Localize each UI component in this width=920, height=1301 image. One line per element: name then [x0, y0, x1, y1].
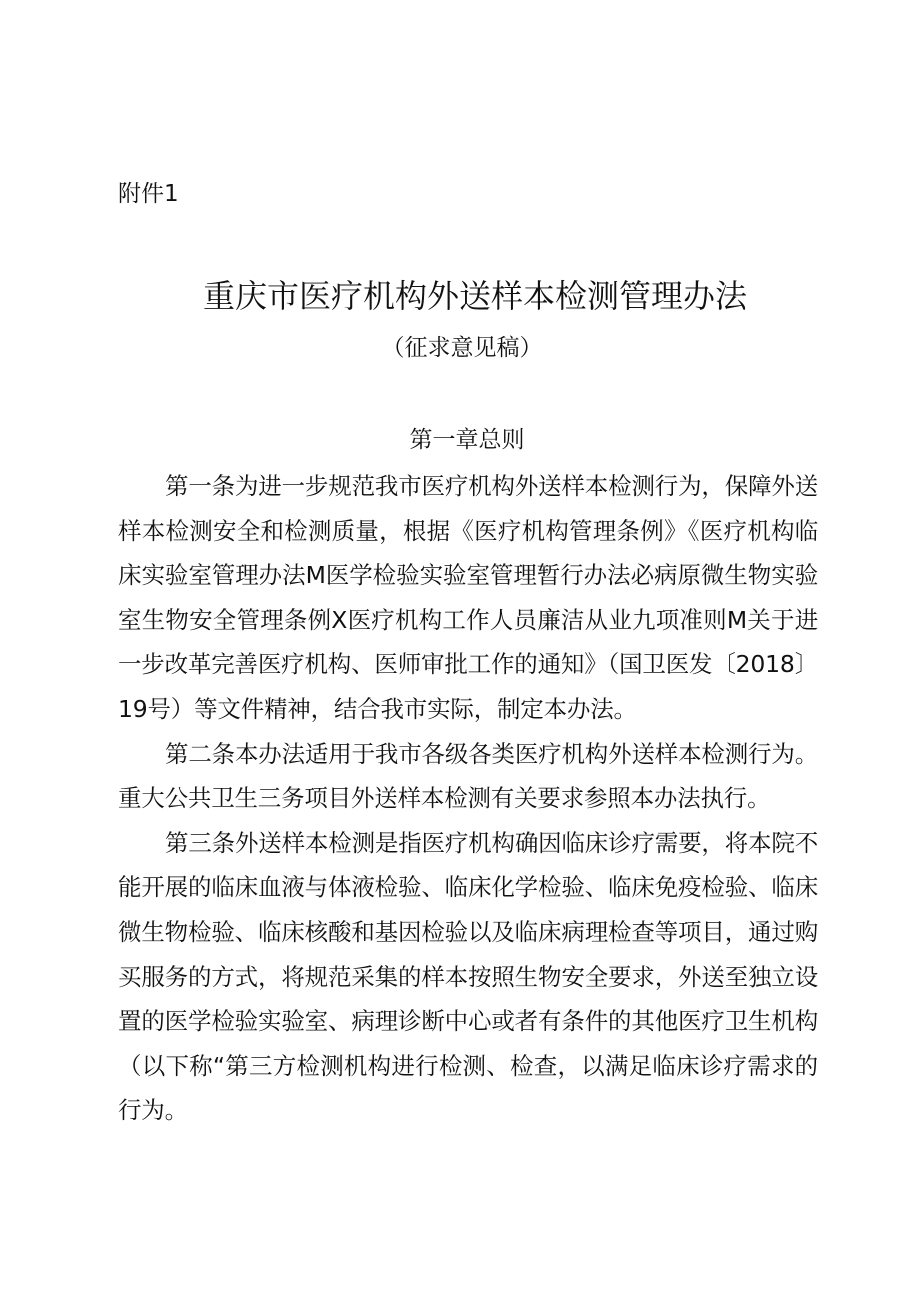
- article-1-paragraph: 第一条为进一步规范我市医疗机构外送样本检测行为，保障外送样本检测安全和检测质量，根据《医疗机构管理条例》《医疗机构临床实验室管理办法M医学检验实验室管理暂行办法必病原微生物实验室生物安全管理条例X医疗机构工作人员廉洁从业九项准则M关于进一步改革完善医疗机构、医师审批工作的通知》（国卫医发〔2018〕19号）等文件精神，结合我市实际，制定本办法。: [118, 472, 818, 723]
- document-subtitle: （征求意见稿）: [381, 335, 543, 361]
- article-2-paragraph: 第二条本办法适用于我市各级各类医疗机构外送样本检测行为。重大公共卫生三务项目外送样本检测有关要求参照本办法执行。: [118, 739, 818, 813]
- attachment-label: 附件1: [118, 181, 179, 207]
- document-body: [118, 464, 818, 1133]
- document-title: 重庆市医疗机构外送样本检测管理办法: [202, 277, 747, 315]
- article-3-paragraph: 第三条外送样本检测是指医疗机构确因临床诊疗需要，将本院不能开展的临床血液与体液检验、临床化学检验、临床免疫检验、临床微生物检验、临床核酸和基因检验以及临床病理检查等项目，通过购买服务的方式，将规范采集的样本按照生物安全要求，外送至独立设置的医学检验实验室、病理诊断中心或者有条件的其他医疗卫生机构（以下称“第三方检测机构进行检测、检查，以满足临床诊疗需求的行为。: [118, 828, 818, 1125]
- chapter-heading: 第一章总则: [409, 427, 525, 453]
